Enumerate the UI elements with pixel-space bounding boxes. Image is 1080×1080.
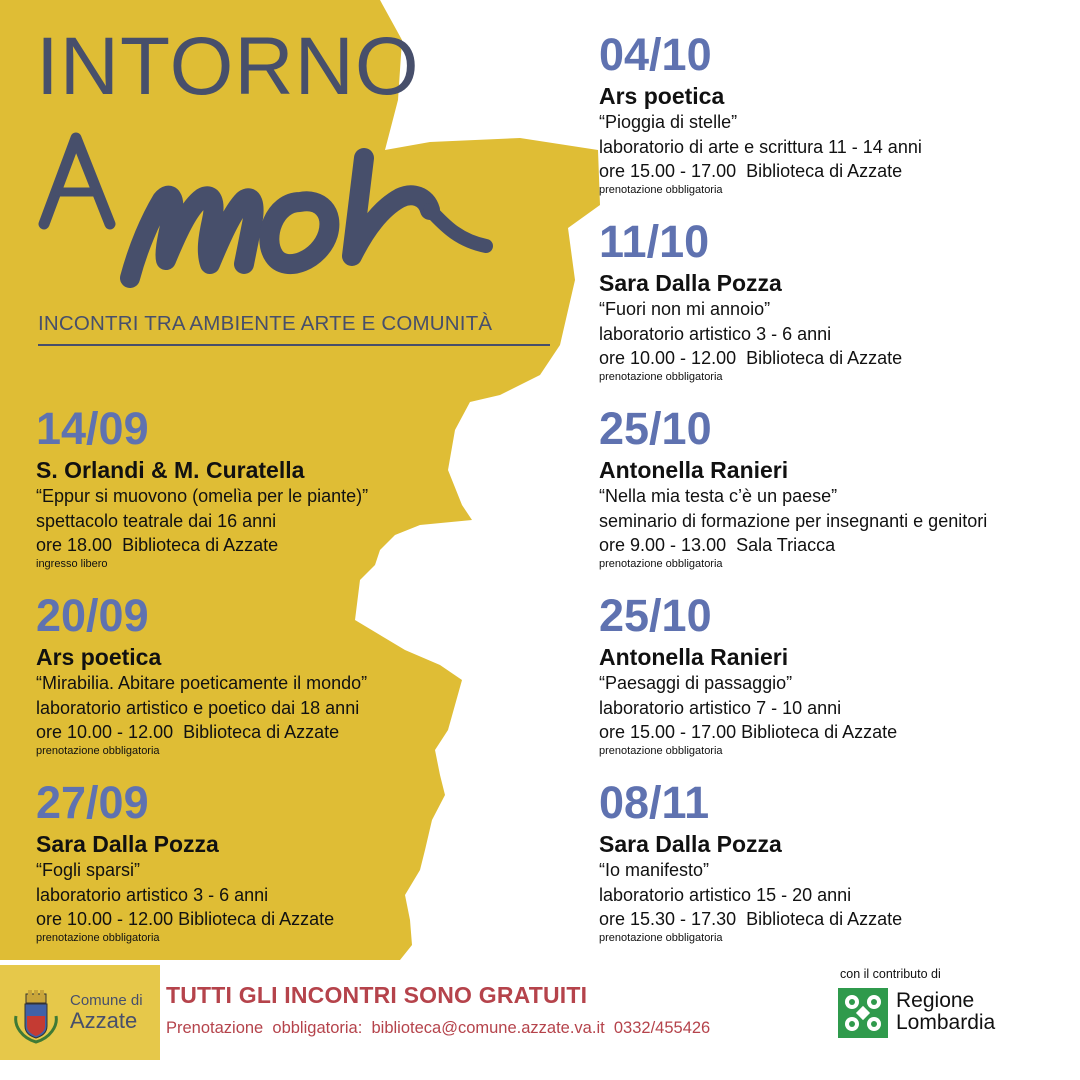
- event-note: prenotazione obbligatoria: [599, 370, 723, 383]
- event-card: [599, 778, 987, 965]
- regione-name-line1: Regione: [896, 989, 975, 1012]
- event-note: prenotazione obbligatoria: [36, 744, 160, 757]
- event-card: [36, 778, 368, 965]
- event-note: ingresso libero: [36, 557, 108, 570]
- event-title: “Nella mia testa c’è un paese”: [599, 486, 838, 506]
- event-author: Antonella Ranieri: [599, 457, 789, 483]
- event-note: prenotazione obbligatoria: [36, 931, 160, 944]
- event-note: prenotazione obbligatoria: [599, 557, 723, 570]
- event-title: “Fuori non mi annoio”: [599, 299, 771, 319]
- event-description: laboratorio artistico 3 - 6 anni: [36, 884, 269, 905]
- contribution-label: con il contributo di: [840, 967, 941, 981]
- event-card: [36, 404, 368, 591]
- booking-phone[interactable]: 0332/455426: [613, 1019, 711, 1037]
- event-note: prenotazione obbligatoria: [599, 931, 723, 944]
- event-author: Sara Dalla Pozza: [599, 831, 782, 857]
- event-time-place: ore 15.00 - 17.00 Biblioteca di Azzate: [599, 161, 903, 181]
- event-card: [36, 591, 368, 778]
- event-card: [599, 591, 987, 778]
- event-author: Antonella Ranieri: [599, 644, 789, 670]
- booking-contact: [166, 1019, 710, 1038]
- title-intorno: INTORNO: [36, 21, 420, 112]
- free-events-banner: TUTTI GLI INCONTRI SONO GRATUITI: [166, 982, 588, 1008]
- event-note: prenotazione obbligatoria: [599, 183, 723, 196]
- regione-name-line2: Lombardia: [896, 1011, 996, 1034]
- event-time-place: ore 15.30 - 17.30 Biblioteca di Azzate: [599, 909, 903, 929]
- event-time-place: ore 10.00 - 12.00 Biblioteca di Azzate: [36, 722, 340, 742]
- event-time-place: ore 10.00 - 12.00 Biblioteca di Azzate: [599, 348, 903, 368]
- event-author: Ars poetica: [36, 644, 162, 670]
- event-card: [599, 30, 987, 217]
- event-date: 08/11: [599, 777, 710, 828]
- event-date: 25/10: [599, 403, 712, 454]
- event-card: [599, 217, 987, 404]
- event-description: laboratorio di arte e scrittura 11 - 14 anni: [599, 136, 922, 157]
- comune-crest-icon: [8, 986, 64, 1044]
- event-card: [599, 404, 987, 591]
- title-amoi-lettering: [38, 128, 508, 298]
- event-time-place: ore 9.00 - 13.00 Sala Triacca: [599, 535, 836, 555]
- event-date: 04/10: [599, 29, 712, 80]
- event-author: S. Orlandi & M. Curatella: [36, 457, 305, 483]
- event-date: 20/09: [36, 590, 149, 641]
- event-time-place: ore 18.00 Biblioteca di Azzate: [36, 535, 279, 555]
- event-time-place: ore 15.00 - 17.00 Biblioteca di Azzate: [599, 722, 898, 742]
- event-time-place: ore 10.00 - 12.00 Biblioteca di Azzate: [36, 909, 335, 929]
- event-description: laboratorio artistico 7 - 10 anni: [599, 697, 842, 718]
- event-description: laboratorio artistico 3 - 6 anni: [599, 323, 832, 344]
- event-date: 11/10: [599, 216, 710, 267]
- event-date: 14/09: [36, 403, 149, 454]
- event-title: “Paesaggi di passaggio”: [599, 673, 793, 693]
- regione-lombardia-logo-icon: [838, 988, 888, 1038]
- title-amoi-text: mo: [38, 128, 40, 129]
- event-note: prenotazione obbligatoria: [599, 744, 723, 757]
- event-description: spettacolo teatrale dai 16 anni: [36, 510, 277, 531]
- event-title: “Io manifesto”: [599, 860, 710, 880]
- left-event-column: [36, 404, 368, 965]
- event-date: 27/09: [36, 777, 149, 828]
- booking-label: Prenotazione obbligatoria:: [166, 1019, 363, 1037]
- right-event-column: [599, 30, 987, 965]
- event-title: “Fogli sparsi”: [36, 860, 141, 880]
- event-date: 25/10: [599, 590, 712, 641]
- subtitle-underline: [38, 344, 550, 346]
- comune-name: Azzate: [70, 1008, 138, 1033]
- event-description: laboratorio artistico 15 - 20 anni: [599, 884, 852, 905]
- event-author: Sara Dalla Pozza: [599, 270, 782, 296]
- subtitle: INCONTRI TRA AMBIENTE ARTE E COMUNITÀ: [38, 312, 493, 335]
- event-title: “Pioggia di stelle”: [599, 112, 738, 132]
- booking-email[interactable]: biblioteca@comune.azzate.va.it: [371, 1019, 605, 1037]
- event-description: laboratorio artistico e poetico dai 18 anni: [36, 697, 360, 718]
- comune-label: Comune di: [70, 992, 143, 1009]
- event-author: Sara Dalla Pozza: [36, 831, 219, 857]
- event-author: Ars poetica: [599, 83, 725, 109]
- event-description: seminario di formazione per insegnanti e genitori: [599, 510, 988, 531]
- event-title: “Eppur si muovono (omelìa per le piante)”: [36, 486, 369, 506]
- event-title: “Mirabilia. Abitare poeticamente il mondo”: [36, 673, 368, 693]
